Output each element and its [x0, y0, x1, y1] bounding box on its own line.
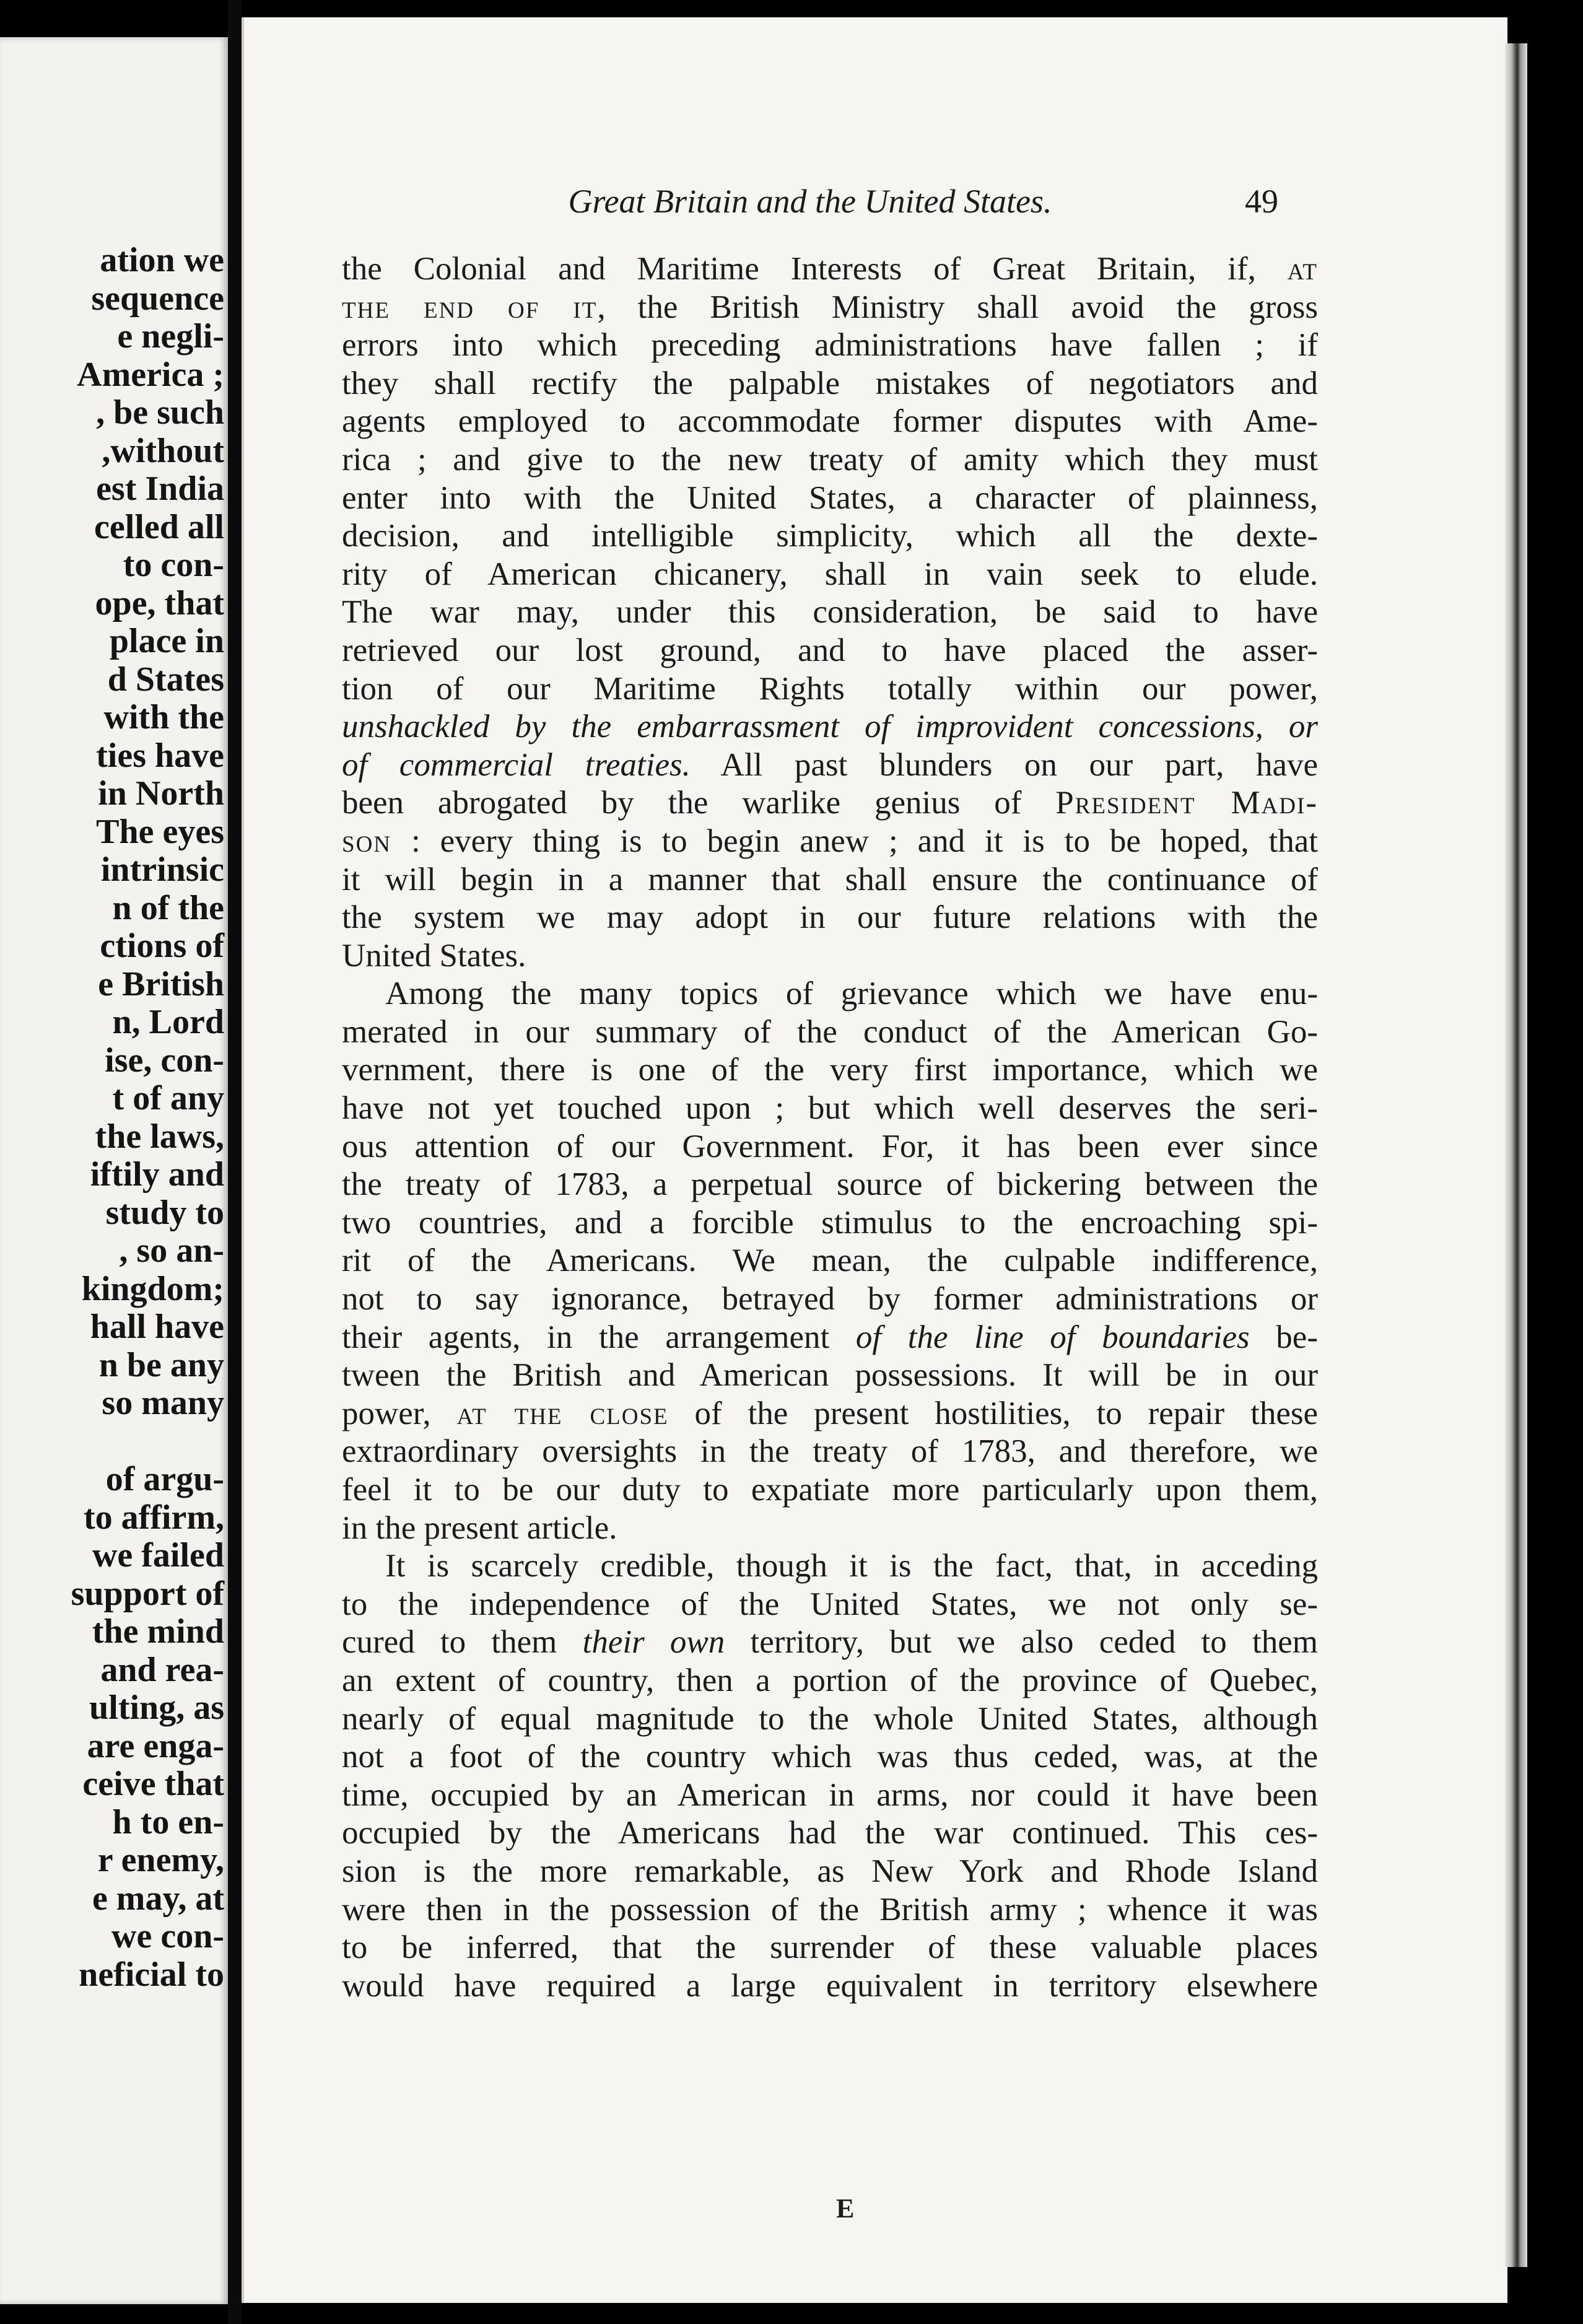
- text-line: [342, 746, 1318, 785]
- scan-border: [1527, 0, 1583, 2324]
- text-run: an extent of country, then a portion of the province of Quebec,: [342, 1662, 1318, 1698]
- text-run: rity of American chicanery, shall in vain seek to elude.: [342, 556, 1318, 592]
- previous-page-line: of argu-: [105, 1460, 224, 1498]
- text-run: were then in the possession of the British army ; whence it was: [342, 1891, 1318, 1928]
- previous-page-line: to con-: [123, 546, 224, 584]
- previous-page-line: e British: [98, 964, 224, 1003]
- text-line: [342, 289, 1318, 327]
- running-head: Great Britain and the United States.: [568, 183, 1052, 220]
- text-line: [342, 1242, 1318, 1280]
- text-line: [342, 1623, 1318, 1662]
- previous-page-line: n, Lord: [112, 1003, 224, 1041]
- previous-page-line: neficial to: [79, 1955, 224, 1994]
- text-line: [342, 784, 1318, 823]
- text-run: they shall rectify the palpable mistakes of negotiators and: [342, 365, 1318, 401]
- text-run: territory, but we also ceded to them: [725, 1624, 1319, 1661]
- previous-page-line: study to: [105, 1193, 224, 1232]
- text-run: to the independence of the United States, we not only se-: [342, 1586, 1318, 1622]
- text-line: [342, 1051, 1318, 1090]
- italic-run: of the line of boundaries: [855, 1319, 1250, 1355]
- previous-page-line: , so an-: [119, 1231, 224, 1270]
- text-line: [342, 1586, 1318, 1624]
- signature-mark: E: [836, 2193, 855, 2224]
- text-line: [342, 975, 1318, 1013]
- text-line: [342, 1700, 1318, 1739]
- text-run: nearly of equal magnitude to the whole United States, although: [342, 1700, 1318, 1737]
- text-run: not a foot of the country which was thus ceded, was, at the: [342, 1739, 1318, 1775]
- previous-page-line: est India: [96, 470, 224, 508]
- text-run: All past blunders on our part, have: [690, 746, 1319, 783]
- previous-page-line: we failed: [92, 1536, 224, 1575]
- text-line: [342, 250, 1318, 289]
- text-run: It is scarcely credible, though it is the fact, that, in acceding: [385, 1548, 1318, 1584]
- text-run: The war may, under this consideration, be said to have: [342, 594, 1318, 631]
- text-run: to be inferred, that the surrender of these valuable places: [342, 1929, 1318, 1966]
- previous-page-line: kingdom;: [81, 1269, 224, 1308]
- previous-page-line: support of: [71, 1574, 224, 1613]
- text-line: [342, 632, 1318, 670]
- text-run: United States.: [342, 937, 526, 974]
- text-line: [342, 326, 1318, 365]
- previous-page-line: and rea-: [100, 1650, 224, 1689]
- text-line: [342, 937, 1318, 976]
- text-line: [342, 1891, 1318, 1929]
- text-run: have not yet touched upon ; but which well deserves the seri-: [342, 1090, 1318, 1127]
- text-line: [342, 1128, 1318, 1166]
- text-line: [342, 1471, 1318, 1509]
- previous-page-line: the laws,: [95, 1117, 224, 1156]
- text-run: , the British Ministry shall avoid the gross: [597, 289, 1319, 325]
- small-caps-run: at: [1287, 251, 1318, 287]
- previous-page-line: h to en-: [112, 1802, 224, 1841]
- page-edge: [1505, 43, 1527, 2267]
- previous-page-line: we con-: [111, 1917, 224, 1955]
- previous-page-line: , be such: [96, 393, 224, 432]
- text-run: it will begin in a manner that shall ensure the continuance of: [342, 861, 1318, 898]
- previous-page-line: are enga-: [87, 1726, 224, 1765]
- text-line: [342, 1662, 1318, 1700]
- text-run: cured to them: [342, 1624, 583, 1661]
- previous-page-line: n of the: [112, 888, 224, 927]
- text-line: [342, 593, 1318, 632]
- previous-page-line: with the: [103, 698, 224, 736]
- text-line: [342, 708, 1318, 746]
- text-line: [342, 403, 1318, 441]
- text-line: [342, 823, 1318, 861]
- text-run: not to say ignorance, betrayed by former administrations or: [342, 1281, 1318, 1317]
- italic-run: unshackled by the embarrassment of improvident concessions, or: [342, 709, 1318, 745]
- text-run: of the present hostilities, to repair these: [668, 1395, 1318, 1431]
- previous-page-line: iftily and: [90, 1155, 224, 1194]
- text-run: the treaty of 1783, a perpetual source of bickering between the: [342, 1166, 1318, 1203]
- text-run: merated in our summary of the conduct of the American Go-: [342, 1013, 1318, 1050]
- text-run: agents employed to accommodate former disputes with Ame-: [342, 403, 1318, 440]
- previous-page-line: ulting, as: [89, 1688, 224, 1727]
- text-line: [342, 1853, 1318, 1891]
- text-line: [342, 556, 1318, 594]
- previous-page-line: ,without: [102, 431, 224, 470]
- text-run: in the present article.: [342, 1509, 617, 1546]
- text-line: [342, 1967, 1318, 2006]
- previous-page-line: ation we: [100, 241, 224, 279]
- page-gutter: [228, 0, 242, 2324]
- text-run: Among the many topics of grievance which we have enu-: [385, 976, 1318, 1012]
- text-line: [342, 365, 1318, 403]
- italic-run: of commercial treaties.: [342, 746, 691, 783]
- text-run: been abrogated by the warlike genius of: [342, 785, 1056, 821]
- text-line: [342, 1319, 1318, 1357]
- previous-page-line: e negli-: [117, 317, 224, 356]
- text-run: : every thing is to begin anew ; and it is to be hoped, that: [391, 823, 1318, 859]
- text-line: [342, 479, 1318, 518]
- text-run: two countries, and a forcible stimulus to the encroaching spi-: [342, 1204, 1318, 1241]
- text-run: rit of the Americans. We mean, the culpable indifference,: [342, 1243, 1318, 1279]
- previous-page-line: e may, at: [92, 1879, 224, 1918]
- text-line: [342, 861, 1318, 899]
- text-run: occupied by the Americans had the war continued. This ces-: [342, 1815, 1318, 1851]
- text-run: retrieved our lost ground, and to have placed the asser-: [342, 632, 1318, 668]
- text-run: rica ; and give to the new treaty of amity which they must: [342, 441, 1318, 478]
- text-line: [342, 1395, 1318, 1433]
- previous-page-line: r enemy,: [97, 1841, 224, 1879]
- previous-page-line: hall have: [90, 1308, 224, 1346]
- previous-page-line: sequence: [91, 279, 224, 318]
- previous-page-line: n be any: [98, 1345, 224, 1384]
- text-line: [342, 1547, 1318, 1586]
- previous-page-text: [0, 242, 228, 1994]
- previous-page-line: America ;: [77, 355, 224, 394]
- text-run: enter into with the United States, a character of plainness,: [342, 479, 1318, 516]
- previous-page-line: intrinsic: [100, 850, 224, 889]
- previous-page-line: t of any: [112, 1079, 224, 1117]
- text-line: [342, 1356, 1318, 1395]
- previous-page-line: celled all: [94, 507, 224, 546]
- previous-page-line: ctions of: [100, 927, 224, 965]
- text-line: [342, 1166, 1318, 1204]
- text-line: [342, 517, 1318, 556]
- previous-page-line: so many: [102, 1384, 224, 1422]
- text-line: [342, 441, 1318, 479]
- text-run: the Colonial and Maritime Interests of Great Britain, if,: [342, 251, 1288, 287]
- text-line: [342, 1509, 1318, 1548]
- previous-page-line: ise, con-: [105, 1041, 224, 1080]
- text-run: the system we may adopt in our future relations with the: [342, 899, 1318, 936]
- text-line: [342, 1776, 1318, 1815]
- text-run: tween the British and American possessions. It will be in our: [342, 1357, 1318, 1394]
- small-caps-run: President Madi-: [1055, 785, 1318, 821]
- text-run: feel it to be our duty to expatiate more particularly upon them,: [342, 1472, 1318, 1508]
- previous-page-line: The eyes: [96, 812, 224, 851]
- text-run: tion of our Maritime Rights totally within our power,: [342, 670, 1318, 707]
- text-run: sion is the more remarkable, as New York and Rhode Island: [342, 1853, 1318, 1889]
- text-run: extraordinary oversights in the treaty of 1783, and therefore, we: [342, 1433, 1318, 1470]
- page-body: [342, 250, 1318, 2005]
- italic-run: their own: [582, 1624, 725, 1661]
- text-run: vernment, there is one of the very first importance, which we: [342, 1052, 1318, 1088]
- paragraph-3: [342, 1547, 1318, 2005]
- previous-page-line: in North: [98, 774, 224, 813]
- previous-page-line: the mind: [92, 1612, 224, 1651]
- small-caps-run: at the close: [456, 1395, 669, 1431]
- text-line: [342, 670, 1318, 709]
- text-line: [342, 1090, 1318, 1128]
- previous-page-line: ope, that: [95, 583, 224, 622]
- text-line: [342, 899, 1318, 937]
- text-run: decision, and intelligible simplicity, which all the dexte-: [342, 518, 1318, 554]
- small-caps-run: son: [342, 823, 392, 859]
- paragraph-2: [342, 975, 1318, 1547]
- paragraph-1: [342, 250, 1318, 975]
- text-run: their agents, in the arrangement: [342, 1319, 856, 1355]
- text-run: would have required a large equivalent in territory elsewhere: [342, 1967, 1318, 2004]
- previous-page-line: ties have: [96, 736, 224, 775]
- text-run: be-: [1249, 1319, 1318, 1355]
- text-line: [342, 1280, 1318, 1319]
- text-line: [342, 1433, 1318, 1471]
- text-run: errors into which preceding administrations have fallen ; if: [342, 327, 1318, 364]
- text-run: time, occupied by an American in arms, nor could it have been: [342, 1776, 1318, 1813]
- previous-page-line: ceive that: [82, 1765, 224, 1803]
- previous-page-line: d States: [107, 660, 224, 699]
- page-number: 49: [1245, 183, 1278, 220]
- text-line: [342, 1814, 1318, 1853]
- text-line: [342, 1738, 1318, 1776]
- text-line: [342, 1929, 1318, 1967]
- small-caps-run: the end of it: [342, 289, 598, 325]
- previous-page: [0, 37, 228, 2304]
- text-run: ous attention of our Government. For, it has been ever since: [342, 1128, 1318, 1164]
- previous-page-line: [0, 1423, 228, 1461]
- previous-page-line: place in: [109, 622, 224, 660]
- text-line: [342, 1204, 1318, 1243]
- text-run: power,: [342, 1395, 457, 1431]
- text-line: [342, 1013, 1318, 1052]
- previous-page-line: to affirm,: [83, 1498, 224, 1537]
